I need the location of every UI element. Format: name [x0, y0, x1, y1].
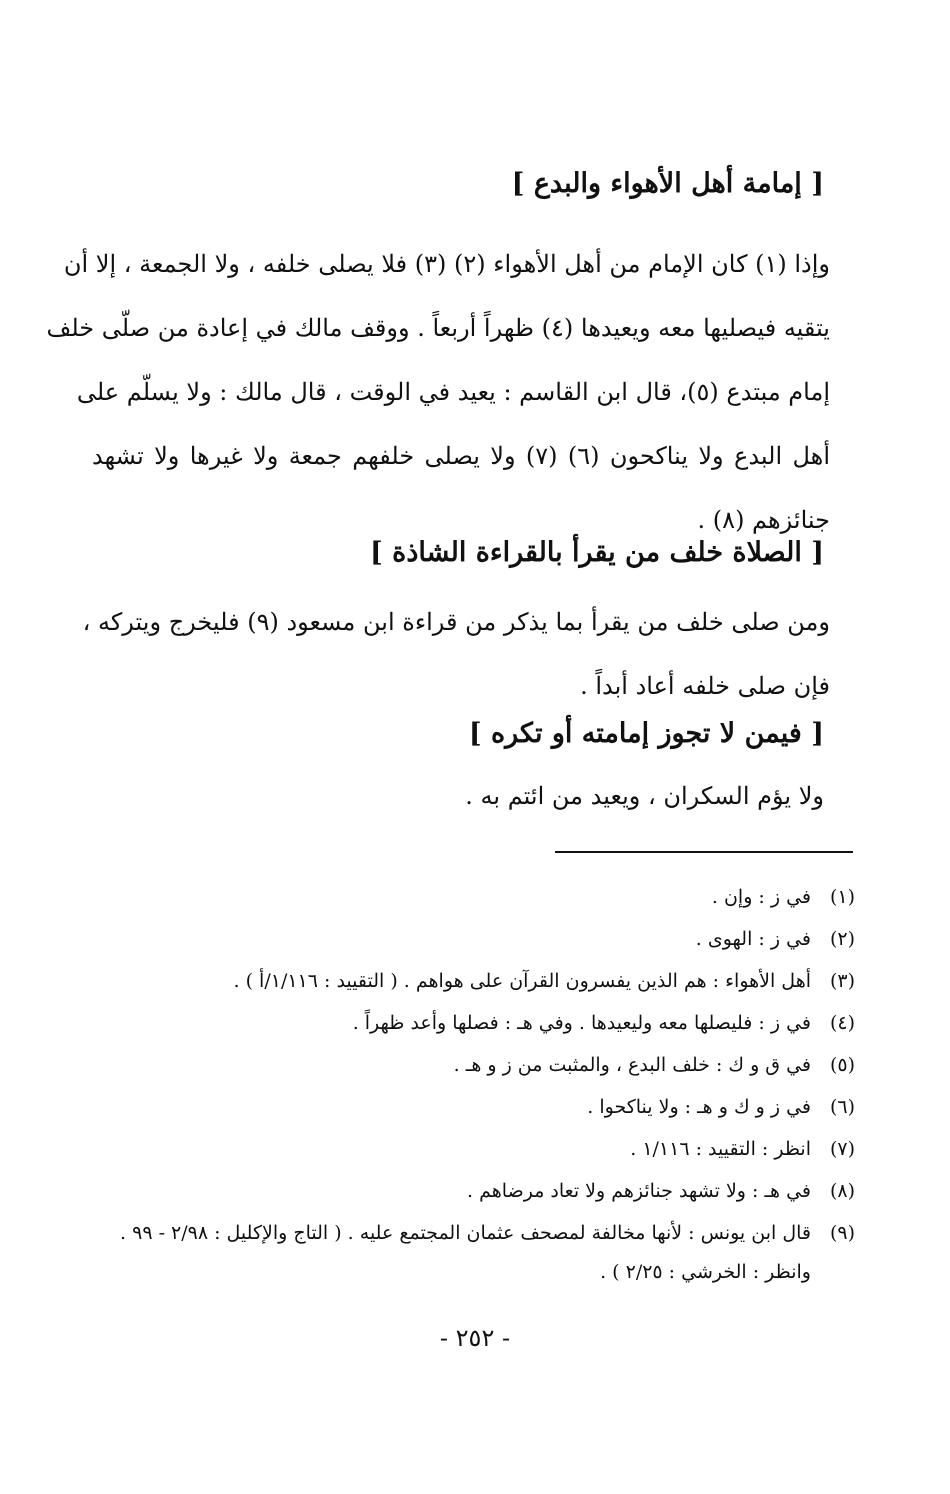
- footnote-item: [95, 960, 855, 1002]
- footnote-number: (٢): [829, 928, 855, 950]
- footnotes-list: [95, 876, 855, 1290]
- footnote-text: انظر : التقييد : ١/١١٦ .: [630, 1138, 811, 1160]
- footnote-text: في ز : فليصلها معه وليعيدها . وفي هـ : فصلها وأعد ظهراً .: [352, 1012, 811, 1034]
- paragraph-shadhdha: [82, 590, 830, 718]
- text-line: ومن صلى خلف من يقرأ بما يذكر من قراءة ابن مسعود (٩) فليخرج ويتركه ،: [82, 608, 830, 636]
- section-heading-ahwa: [ إمامة أهل الأهواء والبدع ]: [511, 168, 824, 199]
- footnote-item: [95, 918, 855, 960]
- section-heading-shadhdha: [ الصلاة خلف من يقرأ بالقراءة الشاذة ]: [370, 537, 824, 568]
- footnote-text: في ز : الهوى .: [695, 928, 811, 950]
- footnote-number: (٩): [829, 1222, 855, 1244]
- footnote-text: قال ابن يونس : لأنها مخالفة لمصحف عثمان المجتمع عليه . ( التاج والإكليل : ٢/٩٨ - ٩٩ .: [120, 1222, 811, 1244]
- footnote-text-continued: وانظر : الخرشي : ٢/٢٥ ) .: [600, 1261, 811, 1283]
- text-line: جنائزهم (٨) .: [697, 506, 830, 534]
- text-line: وإذا (١) كان الإمام من أهل الأهواء (٢) (٣) فلا يصلى خلفه ، ولا الجمعة ، إلا أن: [63, 250, 830, 278]
- footnote-text: في هـ : ولا تشهد جنائزهم ولا تعاد مرضاهم .: [467, 1180, 811, 1202]
- footnote-separator: [555, 851, 853, 853]
- footnote-number: (٣): [829, 970, 855, 992]
- footnote-item: [95, 876, 855, 918]
- footnote-item: [95, 1044, 855, 1086]
- footnote-text: في ز و ك و هـ : ولا يناكحوا .: [587, 1096, 811, 1118]
- text-line: أهل البدع ولا يناكحون (٦) (٧) ولا يصلى خلفهم جمعة ولا غيرها ولا تشهد: [92, 442, 830, 470]
- footnote-item: [95, 1086, 855, 1128]
- footnote-text: أهل الأهواء : هم الذين يفسرون القرآن على هواهم . ( التقييد : ١/١١٦/أ ) .: [233, 970, 811, 992]
- section-heading-imama: [ فيمن لا تجوز إمامته أو تكره ]: [468, 718, 824, 749]
- footnote-number: (١): [829, 886, 855, 908]
- footnote-number: (٥): [829, 1054, 855, 1076]
- text-line: يتقيه فيصليها معه ويعيدها (٤) ظهراً أربعاً . ووقف مالك في إعادة من صلّى خلف: [46, 314, 830, 342]
- paragraph-ahwa: [46, 232, 830, 552]
- footnote-text: في ق و ك : خلف البدع ، والمثبت من ز و هـ .: [453, 1054, 811, 1076]
- text-line: إمام مبتدع (٥)، قال ابن القاسم : يعيد في الوقت ، قال مالك : ولا يسلّم على: [76, 378, 830, 406]
- paragraph-imama: ولا يؤم السكران ، ويعيد من ائتم به .: [465, 782, 824, 810]
- footnote-item: [95, 1002, 855, 1044]
- footnote-item: [95, 1128, 855, 1170]
- footnote-number: (٤): [829, 1012, 855, 1034]
- footnote-number: (٧): [829, 1138, 855, 1160]
- page-number: - ٢٥٢ -: [439, 1324, 511, 1352]
- footnote-item: [95, 1212, 855, 1290]
- footnote-number: (٨): [829, 1180, 855, 1202]
- footnote-item: [95, 1170, 855, 1212]
- footnote-number: (٦): [829, 1096, 855, 1118]
- footnote-text: في ز : وإن .: [711, 886, 811, 908]
- text-line: فإن صلى خلفه أعاد أبداً .: [580, 672, 830, 700]
